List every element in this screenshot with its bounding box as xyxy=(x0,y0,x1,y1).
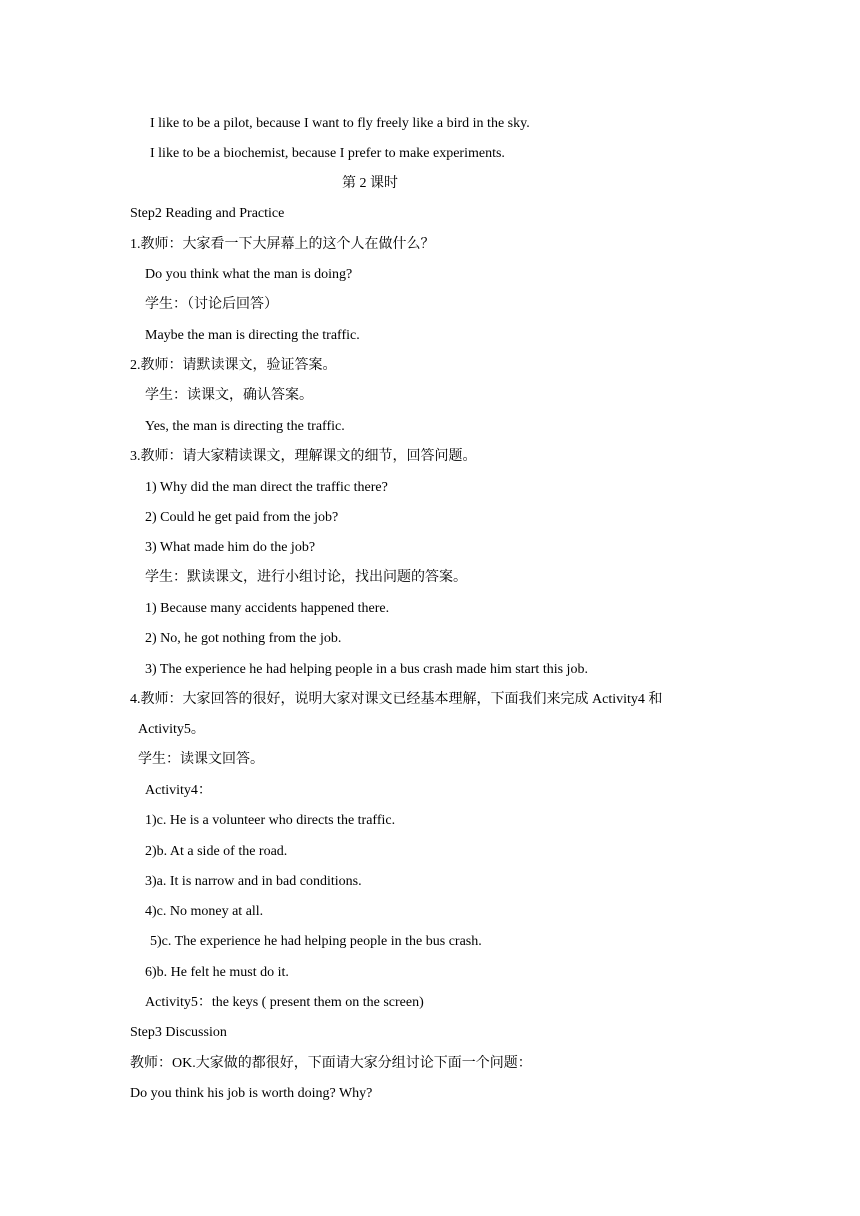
activity-answer: 3)a. It is narrow and in bad conditions. xyxy=(145,874,362,889)
text-line: 2.教师：请默读课文，验证答案。 xyxy=(130,358,337,373)
question-item: 1) Why did the man direct the traffic there? xyxy=(145,480,388,495)
text-line: 3.教师：请大家精读课文，理解课文的细节，回答问题。 xyxy=(130,449,477,464)
step-heading: Step2 Reading and Practice xyxy=(130,206,285,221)
section-heading: 第 2 课时 xyxy=(342,176,398,191)
text-line: 学生：读课文，确认答案。 xyxy=(145,388,313,403)
text-line: 学生：（讨论后回答） xyxy=(145,297,278,312)
text-line: Do you think his job is worth doing? Why? xyxy=(130,1086,373,1101)
activity-heading: Activity4： xyxy=(145,783,212,798)
text-line: Activity5。 xyxy=(138,722,205,737)
answer-item: 2) No, he got nothing from the job. xyxy=(145,631,342,646)
activity-answer: 1)c. He is a volunteer who directs the traffic. xyxy=(145,813,396,828)
activity-answer: 2)b. At a side of the road. xyxy=(145,844,288,859)
activity-answer: 4)c. No money at all. xyxy=(145,904,264,919)
text-line: Do you think what the man is doing? xyxy=(145,267,353,282)
answer-item: 3) The experience he had helping people in a bus crash made him start this job. xyxy=(145,662,588,677)
activity-answer: 6)b. He felt he must do it. xyxy=(145,965,289,980)
text-line: I like to be a pilot, because I want to fly freely like a bird in the sky. xyxy=(150,116,530,131)
text-line: 4.教师：大家回答的很好，说明大家对课文已经基本理解，下面我们来完成 Activity4 和 xyxy=(130,692,663,707)
text-line: 学生：读课文回答。 xyxy=(138,752,264,767)
text-line: 学生：默读课文，进行小组讨论，找出问题的答案。 xyxy=(145,570,467,585)
activity-heading: Activity5：the keys ( present them on the screen) xyxy=(145,995,424,1010)
text-line: I like to be a biochemist, because I prefer to make experiments. xyxy=(150,146,505,161)
question-item: 3) What made him do the job? xyxy=(145,540,316,555)
text-line: 教师：OK.大家做的都很好，下面请大家分组讨论下面一个问题： xyxy=(130,1056,532,1071)
answer-item: 1) Because many accidents happened there. xyxy=(145,601,390,616)
text-line: Yes, the man is directing the traffic. xyxy=(145,419,345,434)
question-item: 2) Could he get paid from the job? xyxy=(145,510,339,525)
text-line: 1.教师：大家看一下大屏幕上的这个人在做什么？ xyxy=(130,237,435,252)
activity-answer: 5)c. The experience he had helping people in the bus crash. xyxy=(150,934,482,949)
step-heading: Step3 Discussion xyxy=(130,1025,227,1040)
text-line: Maybe the man is directing the traffic. xyxy=(145,328,360,343)
